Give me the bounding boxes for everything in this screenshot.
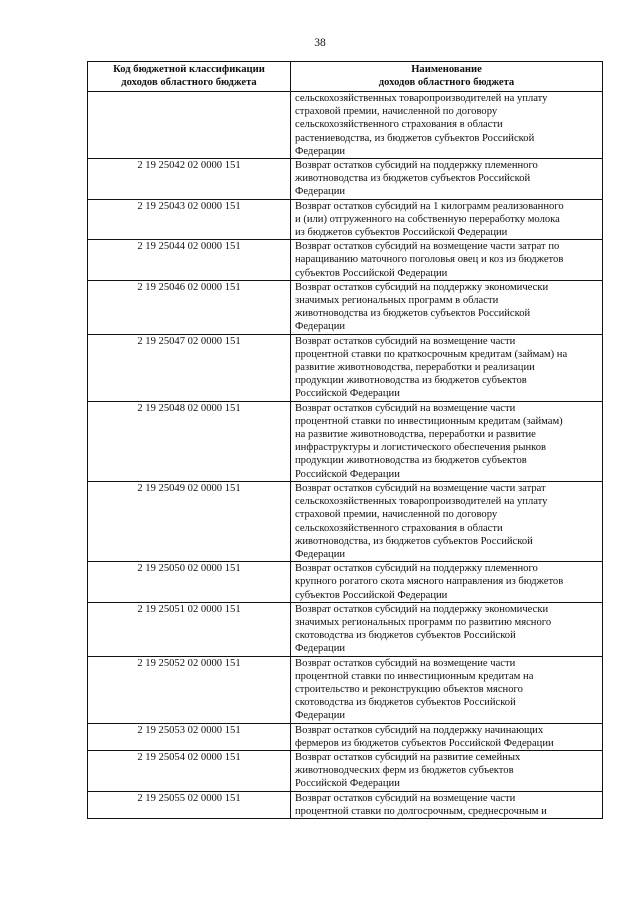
table-row: [88, 791, 603, 818]
revenue-name-cell: [291, 656, 603, 723]
budget-code-cell: 2 19 25050 02 0000 151: [88, 562, 291, 603]
budget-code-cell: 2 19 25052 02 0000 151: [88, 656, 291, 723]
revenue-name-line: Возврат остатков субсидий на возмещение части: [295, 335, 516, 347]
revenue-name-line: фермеров из бюджетов субъектов Российской Федерации: [295, 737, 554, 749]
header-name-line-2: доходов областного бюджета: [378, 77, 515, 89]
revenue-name-line: процентной ставки по долгосрочным, среднесрочным и: [295, 805, 547, 817]
revenue-name-line: процентной ставки по инвестиционным кредитам (займам): [295, 415, 563, 427]
table-row: [88, 199, 603, 240]
revenue-name-line: Федерации: [295, 145, 346, 157]
revenue-name-line: субъектов Российской Федерации: [295, 589, 448, 601]
table-row: [88, 723, 603, 750]
header-code-line-1: Код бюджетной классификации: [113, 64, 265, 75]
revenue-name-line: Возврат остатков субсидий на возмещение части затрат: [295, 482, 546, 494]
header-name-line-1: Наименование: [411, 64, 482, 75]
revenue-name-line: продукции животноводства из бюджетов субъектов: [295, 455, 527, 467]
budget-code-cell: 2 19 25055 02 0000 151: [88, 791, 291, 818]
revenue-name-line: и (или) отгруженного на собственную переработку молока: [295, 213, 560, 225]
revenue-name-line: Возврат остатков субсидий на возмещение части затрат по: [295, 241, 560, 253]
revenue-name-line: наращиванию маточного поголовья овец и коз из бюджетов: [295, 254, 564, 266]
revenue-name-line: сельскохозяйственного страхования в области: [295, 119, 503, 131]
revenue-name-line: сельскохозяйственных товаропроизводителей на уплату: [295, 93, 548, 104]
revenue-name-line: Федерации: [295, 710, 346, 722]
budget-code-cell: 2 19 25046 02 0000 151: [88, 280, 291, 334]
table-row: [88, 481, 603, 561]
page-number: 38: [314, 37, 326, 49]
revenue-name-cell: [291, 401, 603, 481]
table-row: [88, 159, 603, 200]
revenue-name-cell: [291, 280, 603, 334]
revenue-name-line: Федерации: [295, 321, 346, 333]
revenue-name-cell: [291, 92, 603, 159]
budget-code-cell: 2 19 25048 02 0000 151: [88, 401, 291, 481]
revenue-name-line: развитие животноводства, переработки и реализации: [295, 362, 535, 374]
budget-code-cell: 2 19 25043 02 0000 151: [88, 199, 291, 240]
budget-code-cell: 2 19 25054 02 0000 151: [88, 750, 291, 791]
table-row: [88, 240, 603, 281]
revenue-name-line: крупного рогатого скота мясного направления из бюджетов: [295, 576, 564, 588]
budget-code-cell: [88, 92, 291, 159]
budget-code-cell: 2 19 25047 02 0000 151: [88, 334, 291, 401]
revenue-name-line: Российской Федерации: [295, 468, 400, 480]
revenue-name-cell: [291, 562, 603, 603]
revenue-name-line: Возврат остатков субсидий на развитие семейных: [295, 751, 521, 763]
budget-code-cell: 2 19 25051 02 0000 151: [88, 602, 291, 656]
table-row: [88, 750, 603, 791]
revenue-name-line: Возврат остатков субсидий на 1 килограмм реализованного: [295, 200, 564, 212]
revenue-name-line: значимых региональных программ в области: [295, 295, 499, 307]
revenue-name-line: Возврат остатков субсидий на поддержку начинающих: [295, 724, 544, 736]
budget-code-cell: 2 19 25053 02 0000 151: [88, 723, 291, 750]
revenue-name-line: Возврат остатков субсидий на поддержку племенного: [295, 563, 538, 575]
table-row: [88, 562, 603, 603]
revenue-name-cell: [291, 723, 603, 750]
revenue-name-line: страховой премии, начисленной по договору: [295, 509, 498, 521]
revenue-name-line: Федерации: [295, 643, 346, 655]
revenue-name-cell: [291, 602, 603, 656]
revenue-name-line: процентной ставки по инвестиционным кредитам на: [295, 670, 534, 682]
revenue-name-line: животноводческих ферм из бюджетов субъектов: [295, 765, 514, 777]
revenue-name-line: Возврат остатков субсидий на возмещение части: [295, 402, 516, 414]
revenue-name-cell: [291, 791, 603, 818]
revenue-name-line: значимых региональных программ по развитию мясного: [295, 616, 552, 628]
budget-code-cell: 2 19 25042 02 0000 151: [88, 159, 291, 200]
table-row: [88, 401, 603, 481]
revenue-name-line: Возврат остатков субсидий на возмещение части: [295, 792, 516, 804]
revenue-name-cell: [291, 750, 603, 791]
table-row: [88, 656, 603, 723]
revenue-name-line: Возврат остатков субсидий на поддержку племенного: [295, 160, 538, 172]
revenue-name-cell: [291, 199, 603, 240]
revenue-name-line: Возврат остатков субсидий на возмещение части: [295, 657, 516, 669]
revenue-name-line: инфраструктуры и логистического обеспечения рынков: [295, 442, 547, 454]
revenue-name-line: Российской Федерации: [295, 388, 400, 400]
revenue-name-line: сельскохозяйственного страхования в области: [295, 522, 503, 534]
revenue-name-line: животноводства из бюджетов субъектов Российской: [295, 308, 531, 320]
table-row: [88, 602, 603, 656]
table-header-row: [88, 62, 603, 92]
revenue-name-line: субъектов Российской Федерации: [295, 267, 448, 279]
revenue-name-line: продукции животноводства из бюджетов субъектов: [295, 375, 527, 387]
budget-code-cell: 2 19 25049 02 0000 151: [88, 481, 291, 561]
header-code-line-2: доходов областного бюджета: [121, 77, 257, 89]
revenue-name-line: скотоводства из бюджетов субъектов Российской: [295, 630, 516, 642]
table-row: [88, 334, 603, 401]
revenue-name-line: из бюджетов субъектов Российской Федерации: [295, 227, 508, 239]
budget-classification-table: [87, 61, 603, 819]
revenue-name-line: растениеводства, из бюджетов субъектов Российской: [295, 132, 535, 144]
revenue-name-line: на развитие животноводства, переработки и развитие: [295, 429, 536, 441]
table-row: [88, 280, 603, 334]
revenue-name-line: сельскохозяйственных товаропроизводителей на уплату: [295, 496, 548, 508]
revenue-name-line: Российской Федерации: [295, 778, 400, 790]
revenue-name-cell: [291, 334, 603, 401]
revenue-name-line: процентной ставки по краткосрочным кредитам (займам) на: [295, 348, 568, 360]
revenue-name-line: Федерации: [295, 186, 346, 198]
revenue-name-line: Возврат остатков субсидий на поддержку экономически: [295, 281, 549, 293]
revenue-name-line: строительство и реконструкцию объектов мясного: [295, 683, 523, 695]
revenue-name-line: животноводства, из бюджетов субъектов Российской: [295, 535, 533, 547]
header-code-column: [88, 62, 291, 92]
revenue-name-line: страховой премии, начисленной по договору: [295, 106, 498, 118]
table-row: [88, 92, 603, 159]
revenue-name-line: скотоводства из бюджетов субъектов Российской: [295, 697, 516, 709]
revenue-name-line: животноводства из бюджетов субъектов Российской: [295, 173, 531, 185]
revenue-name-line: Федерации: [295, 548, 346, 560]
budget-code-cell: 2 19 25044 02 0000 151: [88, 240, 291, 281]
revenue-name-cell: [291, 240, 603, 281]
revenue-name-line: Возврат остатков субсидий на поддержку экономически: [295, 603, 549, 615]
revenue-name-cell: [291, 159, 603, 200]
revenue-name-cell: [291, 481, 603, 561]
table-body: [88, 92, 603, 819]
header-name-column: [291, 62, 603, 92]
